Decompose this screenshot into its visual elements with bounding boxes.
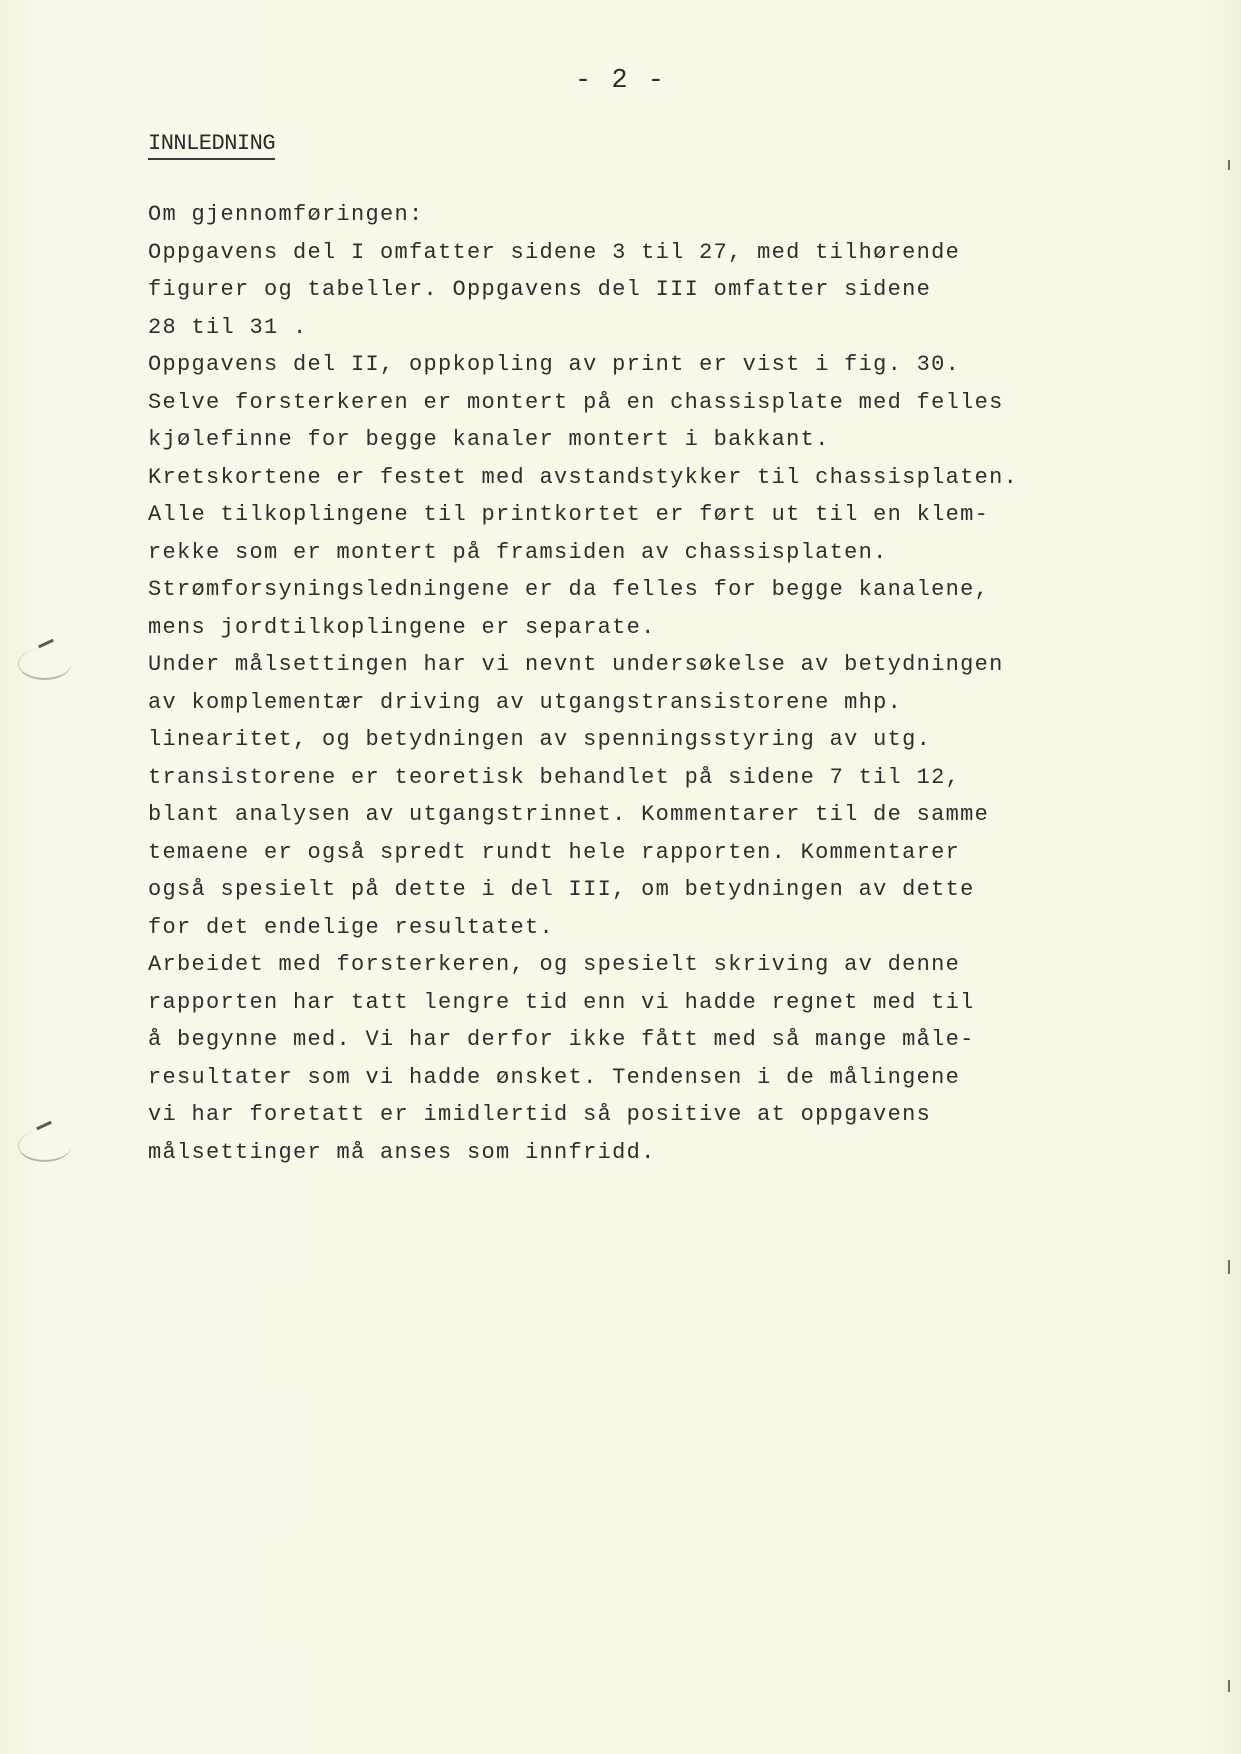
- text-line: å begynne med. Vi har derfor ikke fått med så mange måle-: [148, 1027, 975, 1052]
- text-line: Om gjennomføringen:: [148, 202, 424, 227]
- text-line: for det endelige resultatet.: [148, 914, 555, 940]
- text-line: rapporten har tatt lengre tid enn vi hadde regnet med til: [148, 989, 975, 1015]
- text-line: Alle tilkoplingene til printkortet er ført ut til en klem-: [148, 502, 990, 527]
- text-line: 28 til 31 .: [148, 314, 308, 340]
- text-line: Oppgavens del II, oppkopling av print er vist i fig. 30.: [148, 352, 961, 377]
- text-line: mens jordtilkoplingene er separate.: [148, 614, 656, 640]
- edge-speck: [1228, 1680, 1230, 1692]
- page-number: - 2 -: [574, 66, 666, 96]
- text-line: kjølefinne for begge kanaler montert i bakkant.: [148, 427, 830, 452]
- text-line: figurer og tabeller. Oppgavens del III omfatter sidene: [148, 277, 932, 302]
- body-text: [148, 196, 1098, 1171]
- text-line: rekke som er montert på framsiden av chassisplaten.: [148, 539, 888, 565]
- text-line: temaene er også spredt rundt hele rapporten. Kommentarer: [148, 839, 961, 865]
- text-line: Kretskortene er festet med avstandstykker til chassisplaten.: [148, 464, 1019, 490]
- punch-hole-lower: [18, 1130, 71, 1162]
- text-line: linearitet, og betydningen av spenningsstyring av utg.: [148, 727, 932, 752]
- punch-hole-upper: [18, 648, 71, 680]
- text-line: Arbeidet med forsterkeren, og spesielt skriving av denne: [148, 952, 961, 977]
- text-line: målsettinger må anses som innfridd.: [148, 1139, 656, 1165]
- text-line: Strømforsyningsledningene er da felles for begge kanalene,: [148, 577, 990, 602]
- text-line: blant analysen av utgangstrinnet. Kommentarer til de samme: [148, 802, 990, 827]
- edge-speck: [1228, 1260, 1230, 1274]
- text-line: Under målsettingen har vi nevnt undersøkelse av betydningen: [148, 652, 1004, 677]
- section-heading: INNLEDNING: [148, 131, 275, 160]
- text-line: Oppgavens del I omfatter sidene 3 til 27, med tilhørende: [148, 239, 961, 265]
- edge-speck: [1228, 160, 1230, 170]
- punch-hole-mark-upper: [38, 639, 54, 648]
- text-line: av komplementær driving av utgangstransistorene mhp.: [148, 689, 903, 715]
- text-line: transistorene er teoretisk behandlet på sidene 7 til 12,: [148, 764, 961, 790]
- text-line: resultater som vi hadde ønsket. Tendensen i de målingene: [148, 1064, 961, 1090]
- punch-hole-mark-lower: [36, 1121, 52, 1130]
- text-line: også spesielt på dette i del III, om betydningen av dette: [148, 877, 975, 902]
- text-line: vi har foretatt er imidlertid så positive at oppgavens: [148, 1102, 932, 1127]
- text-line: Selve forsterkeren er montert på en chassisplate med felles: [148, 389, 1004, 415]
